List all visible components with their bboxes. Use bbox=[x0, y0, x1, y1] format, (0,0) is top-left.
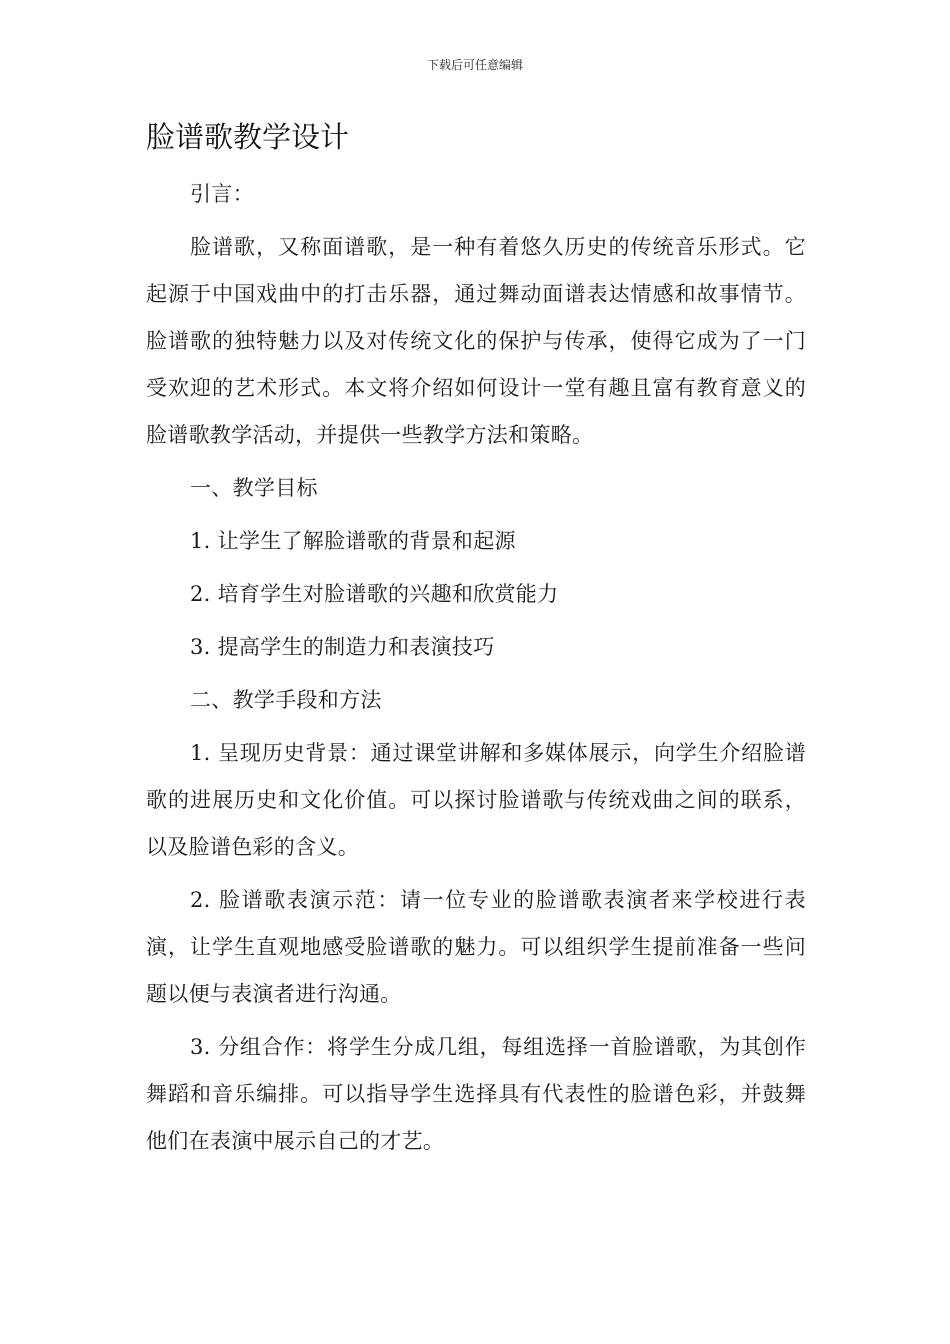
document-body bbox=[146, 171, 806, 1165]
document-title: 脸谱歌教学设计 bbox=[146, 120, 350, 154]
method-item-3: 3. 分组合作：将学生分成几组，每组选择一首脸谱歌，为其创作舞蹈和音乐编排。可以指导学生选择具有代表性的脸谱色彩，并鼓舞他们在表演中展示自己的才艺。 bbox=[146, 1035, 806, 1153]
method-item-1: 1. 呈现历史背景：通过课堂讲解和多媒体展示，向学生介绍脸谱歌的进展历史和文化价值。可以探讨脸谱歌与传统戏曲之间的联系，以及脸谱色彩的含义。 bbox=[146, 741, 806, 859]
goal-item-3: 3. 提高学生的制造力和表演技巧 bbox=[190, 635, 495, 659]
header-note: 下载后可任意编辑 bbox=[426, 58, 523, 72]
method-item-2: 2. 脸谱歌表演示范：请一位专业的脸谱歌表演者来学校进行表演，让学生直观地感受脸谱歌的魅力。可以组织学生提前准备一些问题以便与表演者进行沟通。 bbox=[146, 888, 806, 1006]
goal-item-2: 2. 培育学生对脸谱歌的兴趣和欣赏能力 bbox=[190, 582, 559, 606]
section-heading-goals: 一、教学目标 bbox=[190, 476, 318, 500]
intro-paragraph: 脸谱歌，又称面谱歌，是一种有着悠久历史的传统音乐形式。它起源于中国戏曲中的打击乐器，通过舞动面谱表达情感和故事情节。脸谱歌的独特魅力以及对传统文化的保护与传承，使得它成为了一门受欢迎的艺术形式。本文将介绍如何设计一堂有趣且富有教育意义的脸谱歌教学活动，并提供一些教学方法和策略。 bbox=[146, 235, 806, 447]
goal-item-1: 1. 让学生了解脸谱歌的背景和起源 bbox=[190, 529, 516, 553]
intro-label: 引言： bbox=[190, 182, 254, 206]
section-heading-methods: 二、教学手段和方法 bbox=[190, 688, 382, 712]
